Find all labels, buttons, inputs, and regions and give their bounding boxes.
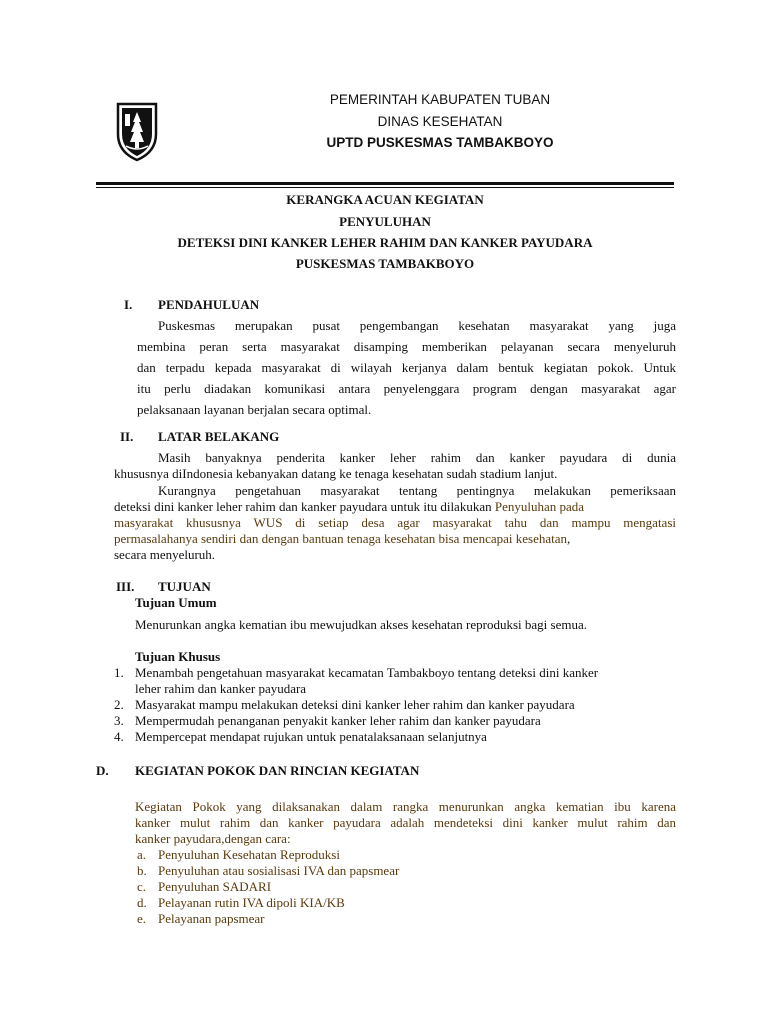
- list-item-number: 1.: [114, 665, 124, 680]
- doc-title-line2: PENYULUHAN: [339, 214, 431, 229]
- list-item: Masyarakat mampu melakukan deteksi dini kanker leher rahim dan kanker payudara: [135, 697, 575, 712]
- list-item-continuation: leher rahim dan kanker payudara: [135, 681, 307, 696]
- secD-number: D.: [96, 763, 109, 778]
- list-item-number: 4.: [114, 729, 124, 744]
- list-item: Mempermudah penanganan penyakit kanker leher rahim dan kanker payudara: [135, 713, 541, 728]
- kabupaten-emblem-logo: [114, 100, 160, 162]
- sec2-p2-highlight: Penyuluhan pada: [494, 499, 585, 514]
- tujuan-umum-heading: Tujuan Umum: [135, 595, 217, 610]
- secD-heading: KEGIATAN POKOK DAN RINCIAN KEGIATAN: [135, 763, 420, 778]
- header-thick-rule: [96, 182, 674, 185]
- list-item: Mempercepat mendapat rujukan untuk penatalaksanaan selanjutnya: [135, 729, 487, 744]
- sec3-heading: TUJUAN: [158, 579, 211, 594]
- header-department: DINAS KESEHATAN: [377, 114, 503, 129]
- sec2-p1-line: khususnya diIndonesia kebanyakan datang ke tenaga kesehatan sudah stadium lanjut.: [114, 466, 558, 481]
- secD-line: kanker mulut rahim dan kanker payudara adalah mendeteksi dini kanker mulut rahim dan: [135, 815, 676, 830]
- list-item: Menambah pengetahuan masyarakat kecamatan Tambakboyo tentang deteksi dini kanker: [135, 665, 599, 680]
- secD-line: kanker payudara,dengan cara:: [135, 831, 291, 846]
- sec1-line: pelaksanaan layanan berjalan secara optimal.: [137, 402, 372, 417]
- sec2-p2-line: secara menyeluruh.: [114, 547, 216, 562]
- sec2-p2-line: Kurangnya pengetahuan masyarakat tentang pentingnya melakukan pemeriksaan: [158, 483, 676, 498]
- sec2-p2-comma: ,: [567, 531, 571, 546]
- sec1-number: I.: [124, 297, 133, 312]
- list-item: Penyuluhan atau sosialisasi IVA dan papsmear: [158, 863, 400, 878]
- sec1-line: membina peran serta masyarakat disamping memberikan pelayanan secara menyeluruh: [137, 339, 676, 354]
- list-item-letter: b.: [137, 863, 147, 878]
- sec2-p2-line-highlight: masyarakat khususnya WUS di setiap desa agar masyarakat tahu dan mampu mengatasi: [114, 515, 676, 530]
- sec2-number: II.: [120, 429, 134, 444]
- tujuan-khusus-heading: Tujuan Khusus: [135, 649, 221, 664]
- sec1-heading: PENDAHULUAN: [158, 297, 260, 312]
- tujuan-umum-text: Menurunkan angka kematian ibu mewujudkan akses kesehatan reproduksi bagi semua.: [135, 617, 587, 632]
- list-item-letter: a.: [137, 847, 147, 862]
- doc-title-line1: KERANGKA ACUAN KEGIATAN: [286, 192, 484, 207]
- doc-title-line4: PUSKESMAS TAMBAKBOYO: [295, 256, 475, 271]
- sec1-line: itu perlu diadakan komunikasi antara penyelenggara program dengan masyarakat agar: [137, 381, 676, 396]
- sec1-line: Puskesmas merupakan pusat pengembangan kesehatan masyarakat yang juga: [158, 318, 676, 333]
- list-item-letter: c.: [137, 879, 147, 894]
- list-item: Pelayanan papsmear: [158, 911, 265, 926]
- list-item: Penyuluhan Kesehatan Reproduksi: [158, 847, 340, 862]
- secD-line: Kegiatan Pokok yang dilaksanakan dalam rangka menurunkan angka kematian ibu karena: [135, 799, 676, 814]
- sec2-p2-line: [114, 531, 570, 547]
- sec2-p2-line: [114, 499, 584, 515]
- list-item-number: 2.: [114, 697, 124, 712]
- list-item-letter: d.: [137, 895, 147, 910]
- list-item-number: 3.: [114, 713, 124, 728]
- header-unit: UPTD PUSKESMAS TAMBAKBOYO: [326, 135, 554, 150]
- sec2-heading: LATAR BELAKANG: [158, 429, 280, 444]
- sec2-p1-line: Masih banyaknya penderita kanker leher rahim dan kanker payudara di dunia: [158, 450, 676, 465]
- sec1-line: dan terpadu kepada masyarakat di wilayah kerjanya dalam bentuk kegiatan pokok. Untuk: [137, 360, 676, 375]
- header-government: PEMERINTAH KABUPATEN TUBAN: [329, 92, 551, 107]
- sec2-p2-highlight: permasalahanya sendiri dan dengan bantuan tenaga kesehatan bisa mencapai kesehatan: [114, 531, 567, 546]
- list-item-letter: e.: [137, 911, 147, 926]
- header-thin-rule: [96, 187, 674, 188]
- sec2-p2-text: deteksi dini kanker leher rahim dan kanker payudara untuk itu dilakukan: [114, 499, 492, 514]
- doc-title-line3: DETEKSI DINI KANKER LEHER RAHIM DAN KANKER PAYUDARA: [177, 235, 593, 250]
- sec3-number: III.: [116, 579, 135, 594]
- list-item: Pelayanan rutin IVA dipoli KIA/KB: [158, 895, 345, 910]
- list-item: Penyuluhan SADARI: [158, 879, 272, 894]
